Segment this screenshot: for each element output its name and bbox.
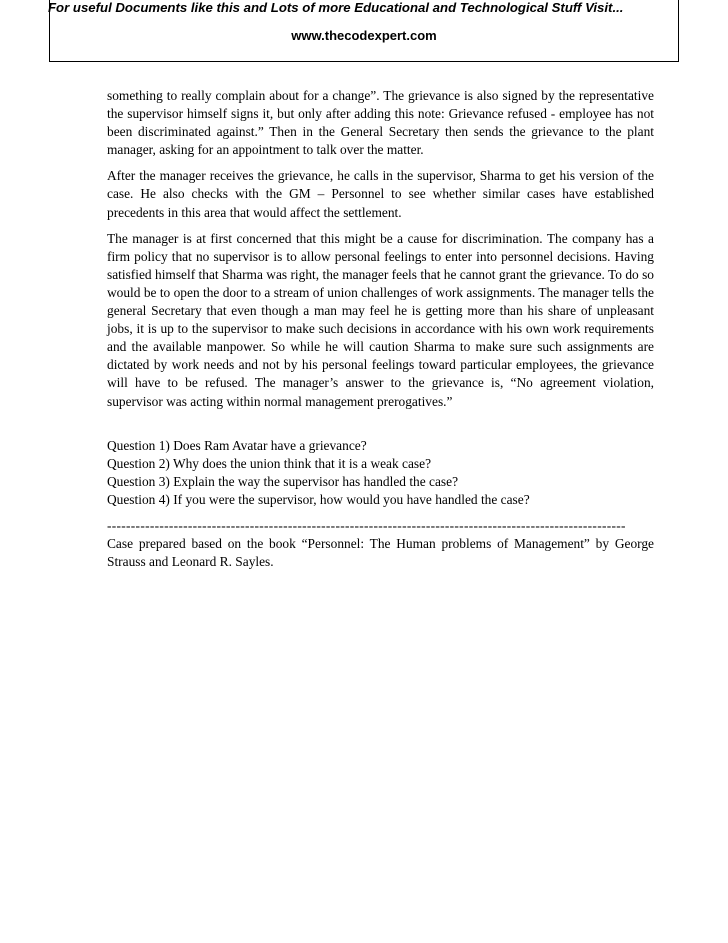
question-item-4: Question 4) If you were the supervisor, how would you have handled the case? xyxy=(107,491,530,507)
question-item-2: Question 2) Why does the union think that it is a weak case? xyxy=(107,455,432,471)
paragraph-complaint: something to really complain about for a change”. The grievance is also signed by the representative the supervisor himself signs it, but only after adding this note: Grievance refused - employee has not been discriminated against.” Then in the General Secretary then sends the grievance to the plant manager, asking for an appointment to talk over the matter. xyxy=(107,88,654,158)
separator-line: ------------------------------------------------------------------------------------------------------------- xyxy=(107,517,626,533)
banner-promo-text: For useful Documents like this and Lots of more Educational and Technological Stuff Visit... xyxy=(48,0,624,15)
question-item-3: Question 3) Explain the way the supervisor has handled the case? xyxy=(107,473,459,489)
question-list xyxy=(107,437,654,509)
paragraph-manager-decision: The manager is at first concerned that this might be a cause for discrimination. The company has a firm policy that no supervisor is to allow personal feelings to enter into personnel decisions. Having satisfied himself that Sharma was right, the manager feels that he cannot grant the grievance. To do so would be to open the door to a stream of union challenges of work assignments. The manager tells the general Secretary that even though a man may feel he is getting more than his share of unpleasant jobs, it is up to the supervisor to make such decisions in accordance with his own work requirements and the available manpower. So while he will caution Sharma to make sure such assignments are dictated by work needs and not by his personal feelings toward particular employees, the grievance will have to be refused. The manager’s answer to the grievance is, “No agreement violation, supervisor was acting within normal management prerogatives.” xyxy=(107,230,654,409)
paragraph-manager-review: After the manager receives the grievance, he calls in the supervisor, Sharma to get his version of the case. He also checks with the GM – Personnel to see whether similar cases have established precedents in this area that would affect the settlement. xyxy=(107,168,654,220)
banner-website-link[interactable]: www.thecodexpert.com xyxy=(291,28,437,43)
case-credit: Case prepared based on the book “Personnel: The Human problems of Management” by George Strauss and Leonard R. Sayles. xyxy=(107,536,654,570)
promo-banner xyxy=(49,0,679,62)
question-item-1: Question 1) Does Ram Avatar have a grievance? xyxy=(107,437,367,453)
document-body xyxy=(107,87,654,571)
